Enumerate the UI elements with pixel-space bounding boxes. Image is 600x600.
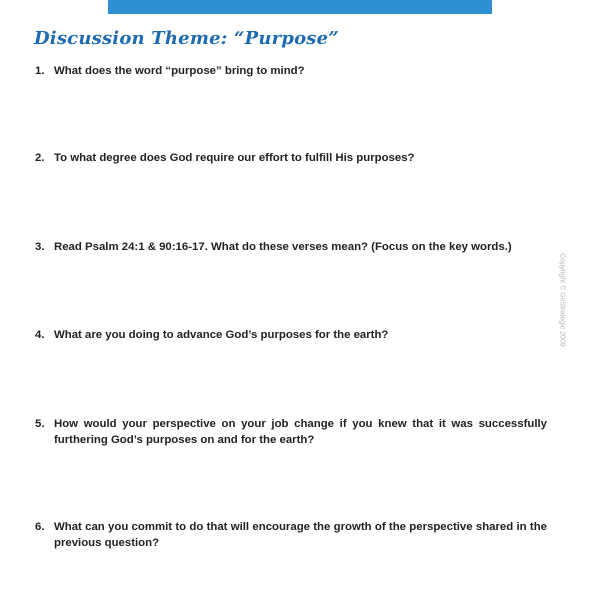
header-bar — [108, 0, 492, 14]
question-5 — [35, 416, 547, 448]
question-1 — [35, 63, 547, 79]
question-text: What are you doing to advance God’s purposes for the earth? — [54, 329, 389, 341]
question-text: What can you commit to do that will encourage the growth of the perspective shared in the previous question? — [54, 521, 547, 549]
question-3 — [35, 239, 547, 255]
question-number: 6. — [35, 521, 45, 533]
question-2 — [35, 150, 547, 166]
question-text: Read Psalm 24:1 & 90:16-17. What do these verses mean? (Focus on the key words.) — [54, 241, 512, 253]
question-number: 1. — [35, 65, 45, 77]
page-title: Discussion Theme: “Purpose” — [34, 28, 339, 49]
question-number: 5. — [35, 418, 45, 430]
question-4 — [35, 327, 547, 343]
copyright-notice: Copyright © GoStrategic 2009 — [558, 253, 566, 347]
question-text: To what degree does God require our effort to fulfill His purposes? — [54, 152, 415, 164]
question-number: 3. — [35, 241, 45, 253]
question-6 — [35, 519, 547, 551]
question-number: 2. — [35, 152, 45, 164]
question-text: How would your perspective on your job change if you knew that it was successfully furthering God’s purposes on and for the earth? — [54, 418, 547, 446]
question-number: 4. — [35, 329, 45, 341]
question-text: What does the word “purpose” bring to mind? — [54, 65, 305, 77]
